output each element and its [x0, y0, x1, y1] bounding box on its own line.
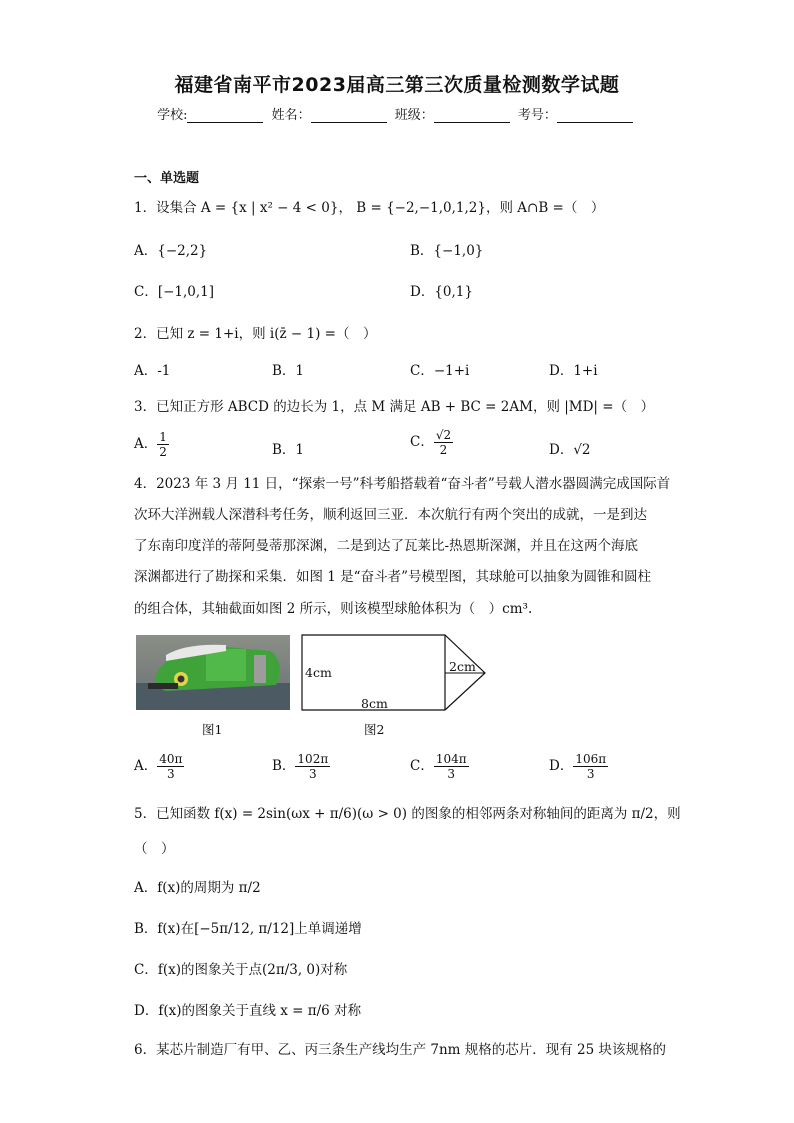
q4-option-c-label: C．: [410, 758, 434, 774]
q4-option-d: [549, 752, 608, 781]
q2-option-c: C．−1+i: [410, 363, 470, 379]
numerator: 106π: [575, 752, 607, 766]
q4-option-d-fraction: [573, 752, 608, 781]
q5-line-2: （ ）: [134, 841, 175, 857]
q1-option-b: B．{−1,0}: [410, 243, 484, 259]
number-blank[interactable]: [557, 108, 633, 123]
q1-option-a: A．{−2,2}: [134, 243, 208, 259]
q6-line-1: 6．某芯片制造厂有甲、乙、丙三条生产线均生产 7nm 规格的芯片．现有 25 块该规格的: [134, 1042, 667, 1058]
q4-option-d-label: D．: [549, 758, 574, 774]
numerator: 102π: [297, 752, 329, 766]
q4-line-5: 的组合体，其轴截面如图 2 所示，则该模型球舱体积为（ ）cm³.: [134, 601, 533, 617]
q5-option-b: B．f(x)在[−5π/12, π/12]上单调递增: [134, 921, 362, 937]
numerator: √2: [435, 428, 452, 442]
student-info-line: [0, 104, 794, 123]
q2-option-d: D．1+i: [549, 363, 598, 379]
figure-2-caption: 图2: [364, 722, 385, 737]
denominator: 3: [447, 767, 456, 781]
q3-option-c-fraction: [434, 428, 453, 457]
school-blank[interactable]: [187, 108, 263, 123]
question-3: 3．已知正方形 ABCD 的边长为 1，点 M 满足 AB + BC = 2AM，则 |MD| =（ ）: [134, 399, 655, 415]
section-heading: 一、单选题: [134, 171, 200, 186]
q5-option-c: C．f(x)的图象关于点(2π/3, 0)对称: [134, 962, 348, 978]
q1-tail: ，则 A∩B =（ ）: [485, 200, 605, 216]
q4-option-a: [134, 752, 184, 781]
q4-option-c-fraction: [434, 752, 469, 781]
question-2: 2．已知 z = 1+i，则 i(z̄ − 1) =（ ）: [134, 326, 377, 342]
q3-option-a-label: A．: [134, 436, 158, 452]
denominator: 2: [439, 443, 448, 457]
q1-set-b: B = {−2,−1,0,1,2}: [356, 200, 486, 216]
q1-option-d: D．{0,1}: [410, 284, 473, 300]
q4-line-4: 深渊都进行了勘探和采集．如图 1 是“奋斗者”号模型图，其球舱可以抽象为圆锥和圆柱: [134, 569, 651, 585]
denominator: 3: [309, 767, 317, 781]
q3-option-c: [410, 428, 453, 457]
class-label: 班级：: [394, 108, 434, 123]
figure-1-caption: 图1: [202, 722, 223, 737]
q3-option-d: D．√2: [549, 442, 591, 458]
q4-line-2: 次环大洋洲载人深潜科考任务，顺利返回三亚．本次航行有两个突出的成就，一是到达: [134, 507, 647, 523]
q1-sep: ，: [338, 200, 352, 216]
cone-height-label: 2cm: [449, 659, 476, 674]
height-label: 4cm: [305, 665, 332, 680]
q2-option-a: A．-1: [134, 363, 171, 379]
q4-option-b: [272, 752, 330, 781]
question-1: [134, 196, 604, 216]
q4-option-a-label: A．: [134, 758, 158, 774]
class-blank[interactable]: [434, 108, 510, 123]
school-label: 学校:: [157, 108, 188, 123]
page-title: 福建省南平市2023届高三第三次质量检测数学试题: [174, 74, 620, 96]
q3-option-a: [134, 430, 169, 459]
number-label: 考号：: [517, 108, 557, 123]
denominator: 3: [167, 767, 175, 781]
q2-option-b: B．1: [272, 363, 305, 379]
q3-option-b: B．1: [272, 442, 305, 458]
q3-option-c-label: C．: [410, 434, 434, 450]
name-blank[interactable]: [311, 108, 387, 123]
q4-line-3: 了东南印度洋的蒂阿曼蒂那深渊，二是到达了瓦莱比-热恩斯深渊，并且在这两个海底: [134, 538, 639, 554]
q5-option-d: D．f(x)的图象关于直线 x = π/6 对称: [134, 1003, 362, 1019]
q4-option-a-fraction: [157, 752, 184, 781]
q4-option-b-fraction: [295, 752, 330, 781]
q5-option-a: A．f(x)的周期为 π/2: [134, 880, 261, 896]
numerator: 1: [159, 430, 167, 444]
denominator: 2: [159, 445, 167, 459]
q4-line-1: 4．2023 年 3 月 11 日，“探索一号”科考船搭载着“奋斗者”号载人潜水器圆满完成国际首: [134, 476, 671, 492]
length-label: 8cm: [361, 696, 388, 711]
q1-option-c: C．[−1,0,1]: [134, 284, 215, 300]
q4-option-b-label: B．: [272, 758, 296, 774]
name-label: 姓名：: [271, 108, 311, 123]
q1-set-a: A = {x | x² − 4 < 0}: [200, 200, 339, 216]
numerator: 104π: [435, 752, 467, 766]
q5-line-1: 5．已知函数 f(x) = 2sin(ωx + π/6)(ω > 0) 的图象的相邻两条对称轴间的距离为 π/2，则: [134, 806, 681, 822]
submersible-photo: [136, 635, 290, 710]
q1-number: 1．设集合: [134, 200, 197, 216]
numerator: 40π: [159, 752, 183, 766]
q4-option-c: [410, 752, 469, 781]
denominator: 3: [586, 767, 595, 781]
q3-option-a-fraction: [157, 430, 169, 459]
